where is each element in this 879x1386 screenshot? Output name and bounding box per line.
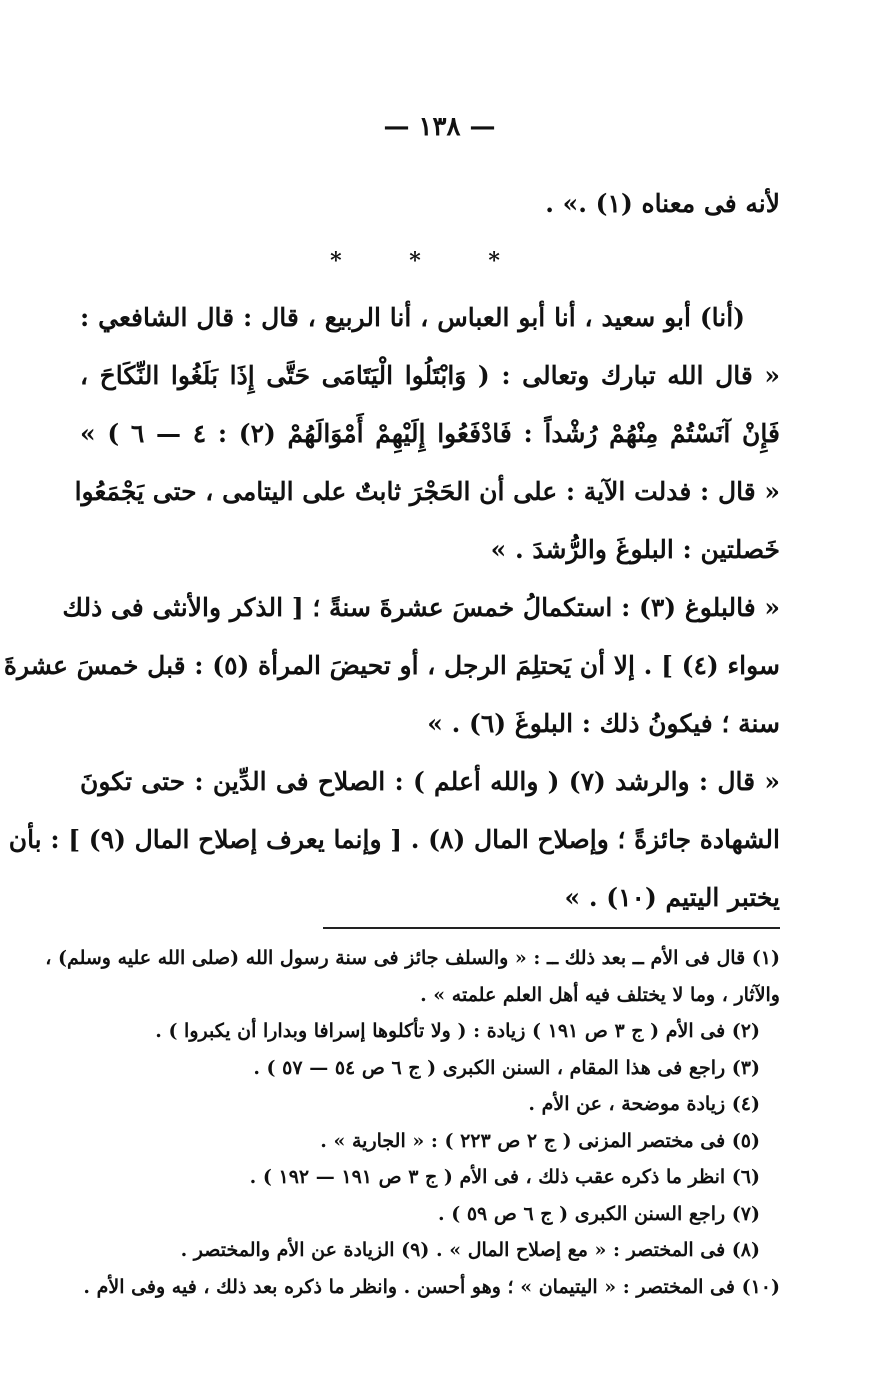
text-line: خَصلتين : البلوغَ والرُّشدَ . »	[490, 535, 780, 564]
footnotes	[45, 940, 780, 1305]
page-number: — ١٣٨ —	[383, 112, 496, 142]
text-line: يختبر اليتيم (١٠) . »	[564, 883, 780, 912]
footnote-line: (٦) انظر ما ذكره عقب ذلك ، فى الأم ( ج ٣ ص ١٩١ — ١٩٢ ) .	[249, 1166, 760, 1188]
text-line: « قال : فدلت الآية : على أن الحَجْرَ ثابتٌ على اليتامى ، حتى يَجْمَعُوا	[74, 477, 780, 506]
footnote-line: (٨) فى المختصر : « مع إصلاح المال » . (٩) الزيادة عن الأم والمختصر .	[180, 1239, 760, 1261]
text-line: « فالبلوغ (٣) : استكمالُ خمسَ عشرةَ سنةً ؛ [ الذكر والأنثى فى ذلك	[62, 593, 780, 622]
footnote-line: والآثار ، وما لا يختلف فيه أهل العلم علمته » .	[420, 983, 780, 1006]
main-text	[3, 175, 780, 927]
text-line: سواء (٤) ] . إلا أن يَحتلِمَ الرجل ، أو تحيضَ المرأة (٥) : قبل خمسَ عشرةَ	[3, 651, 780, 680]
footnote-line: (٧) راجع السنن الكبرى ( ج ٦ ص ٥٩ ) .	[437, 1202, 760, 1225]
text-line: سنة ؛ فيكونُ ذلك : البلوغَ (٦) . »	[427, 709, 780, 738]
footnote-line: (١٠) فى المختصر : « اليتيمان » ؛ وهو أحسن . وانظر ما ذكره بعد ذلك ، فيه وفى الأم .	[83, 1275, 780, 1298]
footnote-line: (٥) فى مختصر المزنى ( ج ٢ ص ٢٢٣ ) : « الجارية » .	[320, 1129, 760, 1152]
footnote-line: (٤) زيادة موضحة ، عن الأم .	[528, 1093, 760, 1115]
text-line: « قال : والرشد (٧) ( والله أعلم ) : الصلاح فى الدِّين : حتى تكونَ	[80, 767, 780, 796]
section-separator: * * *	[330, 248, 530, 274]
text-line: الشهادة جائزةً ؛ وإصلاح المال (٨) . [ وإنما يعرف إصلاح المال (٩) ] : بأن	[8, 825, 780, 854]
footnote-divider	[323, 927, 780, 929]
text-line: « قال الله تبارك وتعالى : ( وَابْتَلُوا الْيَتَامَى حَتَّى إِذَا بَلَغُوا النِّكَاحَ ،	[80, 361, 780, 390]
footnote-line: (٢) فى الأم ( ج ٣ ص ١٩١ ) زيادة : ( ولا تأكلوها إسرافا وبدارا أن يكبروا ) .	[155, 1020, 760, 1042]
text-line: فَإِنْ آنَسْتُمْ مِنْهُمْ رُشْداً : فَادْفَعُوا إِلَيْهِمْ أَمْوَالَهُمْ (٢) : ٤ — ٦ ) »	[80, 419, 780, 448]
footnote-line: (٣) راجع فى هذا المقام ، السنن الكبرى ( ج ٦ ص ٥٤ — ٥٧ ) .	[253, 1056, 760, 1079]
text-line: (أنا) أبو سعيد ، أنا أبو العباس ، أنا الربيع ، قال : قال الشافعي :	[80, 303, 745, 332]
text-line: لأنه فى معناه (١) .» .	[545, 189, 780, 218]
footnote-line: (١) قال فى الأم ــ بعد ذلك ــ : « والسلف جائز فى سنة رسول الله (صلى الله عليه وسلم) ،	[45, 947, 780, 969]
